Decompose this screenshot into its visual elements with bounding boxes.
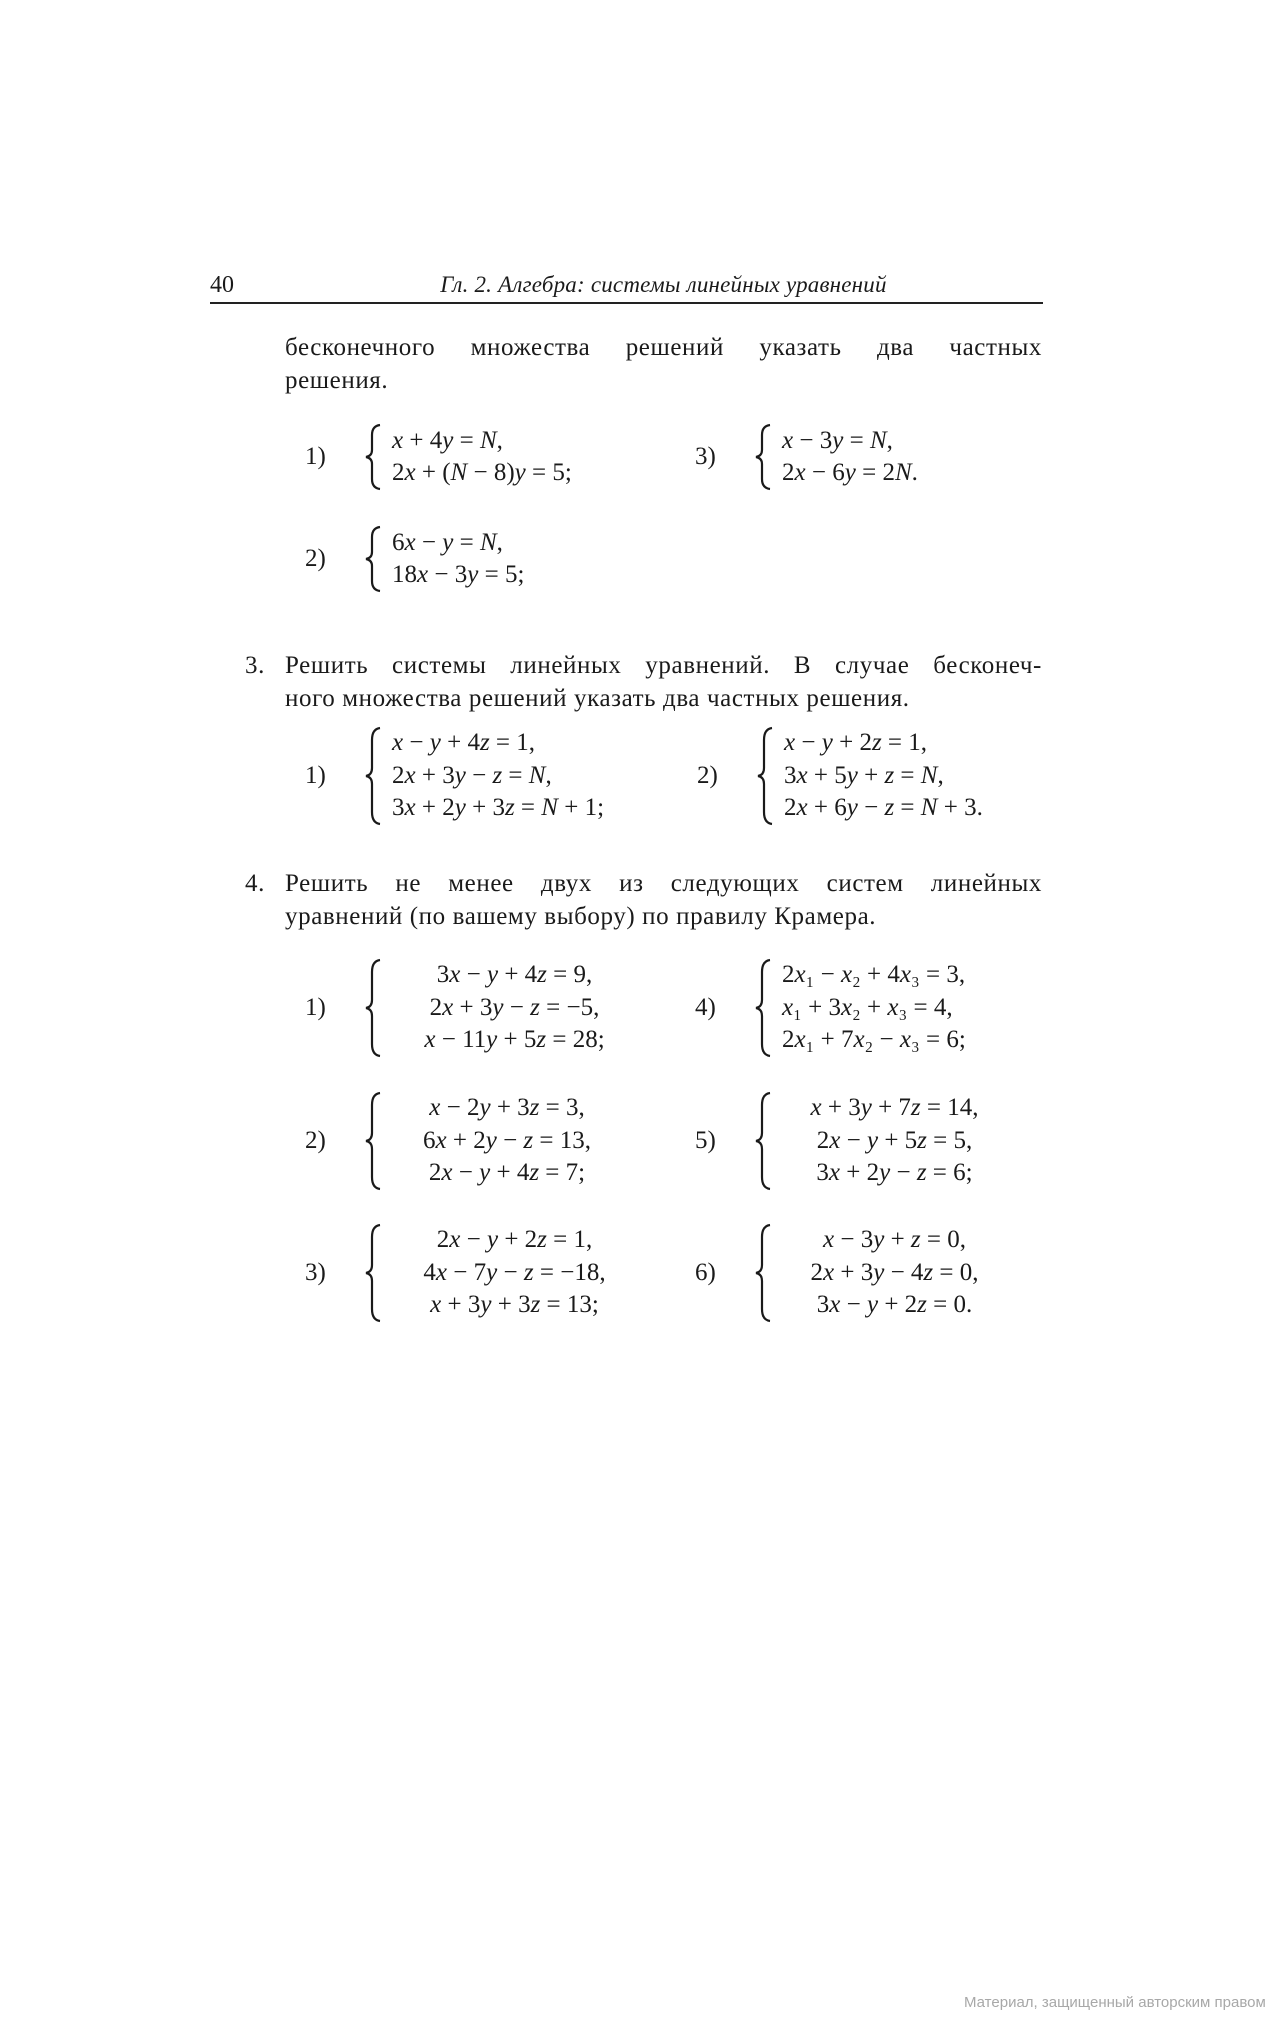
text-line: Решить не менее двух из следующих систем линейных [285,870,1042,897]
system-label: 4) [695,994,716,1021]
equation: 2x + 3y − 4z = 0, [810,1258,979,1286]
system-4-4 [695,958,966,1058]
system-label: 1) [305,762,326,789]
equation: 2x − y + 2z = 1, [436,1226,593,1254]
equation: 18x − 3y = 5; [392,561,525,588]
system-4-1 [305,958,637,1058]
running-title: Гл. 2. Алгебра: системы линейных уравнений [440,272,887,297]
equation: 3x + 5y + z = N, [784,761,944,789]
text-line: бесконечного множества решений указать два частных [285,334,1042,361]
equation: 2x₁ − x₂ + 4x₃ = 3, [782,961,966,989]
equation: x − 2y + 3z = 3, [429,1094,585,1122]
system-2-2 [305,525,524,593]
left-brace-icon [752,1091,782,1191]
equation: 4x − 7y − z = −18, [423,1258,606,1286]
equation: x − 3y = N, [782,426,893,454]
section2-text [285,331,1042,397]
equation: x + 3y + 7z = 14, [810,1094,979,1122]
left-brace-icon [752,423,782,491]
equation-list [782,1092,1007,1190]
system-4-6 [695,1223,1007,1323]
left-brace-icon [362,423,392,491]
equation-list [392,1224,637,1322]
equation: 2x₁ + 7x₂ − x₃ = 6; [782,1026,966,1054]
system-2-3 [695,423,918,491]
text-line: ного множества решений указать два частных решения. [285,685,910,712]
system-label: 2) [697,762,718,789]
system-4-5 [695,1091,1007,1191]
left-brace-icon [754,726,784,826]
text-line: уравнений (по вашему выбору) по правилу Крамера. [285,903,877,930]
equation-list [392,727,604,825]
equation: 2x − y + 5z = 5, [816,1126,973,1154]
equation: x + 4y = N, [392,426,503,454]
equation-list [392,959,637,1057]
equation-list [782,425,918,490]
equation: 3x + 2y − z = 6; [816,1159,973,1187]
copyright-watermark: Материал, защищенный авторским правом [964,1994,1266,2011]
equation: 2x + 3y − z = N, [392,761,552,789]
equation: 2x − y + 4z = 7; [428,1159,586,1187]
system-label: 5) [695,1127,716,1154]
system-3-2 [697,726,983,826]
equation-list [392,527,524,592]
system-label: 6) [695,1259,716,1286]
equation: 3x − y + 4z = 9, [436,961,593,989]
system-label: 2) [305,545,326,572]
system-2-1 [305,423,572,491]
problem-number: 3. [245,652,265,679]
equation: 2x − 6y = 2N. [782,459,918,486]
system-label: 3) [695,443,716,470]
system-label: 1) [305,994,326,1021]
equation: x − 11y + 5z = 28; [424,1026,605,1054]
section3-text [245,649,1042,715]
equation: 6x + 2y − z = 13, [422,1126,592,1154]
left-brace-icon [362,1091,392,1191]
system-label: 3) [305,1259,326,1286]
left-brace-icon [752,958,782,1058]
text-line: Решить системы линейных уравнений. В случае бесконеч- [285,652,1042,679]
left-brace-icon [362,1223,392,1323]
system-label: 2) [305,1127,326,1154]
equation: x − 3y + z = 0, [822,1226,967,1254]
equation: x₁ + 3x₂ + x₃ = 4, [782,993,953,1021]
equation: 2x + 6y − z = N + 3. [784,794,983,822]
equation: 2x + (N − 8)y = 5; [392,459,572,486]
header-rule [210,302,1043,304]
equation-list [782,1224,1007,1322]
left-brace-icon [362,726,392,826]
left-brace-icon [752,1223,782,1323]
system-4-2 [305,1091,622,1191]
equation: 3x − y + 2z = 0. [816,1291,973,1319]
equation-list [782,959,966,1057]
equation-list [784,727,983,825]
equation-list [392,1092,622,1190]
problem-number: 4. [245,870,265,897]
equation: x + 3y + 3z = 13; [430,1291,599,1319]
page-number: 40 [210,272,234,298]
equation: 6x − y = N, [392,528,503,556]
section4-text [245,867,1042,933]
equation: x − y + 2z = 1, [784,729,928,757]
text-line: решения. [285,367,389,394]
left-brace-icon [362,958,392,1058]
equation: 3x + 2y + 3z = N + 1; [392,794,605,822]
equation: 2x + 3y − z = −5, [429,993,600,1021]
system-4-3 [305,1223,637,1323]
left-brace-icon [362,525,392,593]
equation-list [392,425,572,490]
system-3-1 [305,726,604,826]
system-label: 1) [305,443,326,470]
equation: x − y + 4z = 1, [392,729,536,757]
